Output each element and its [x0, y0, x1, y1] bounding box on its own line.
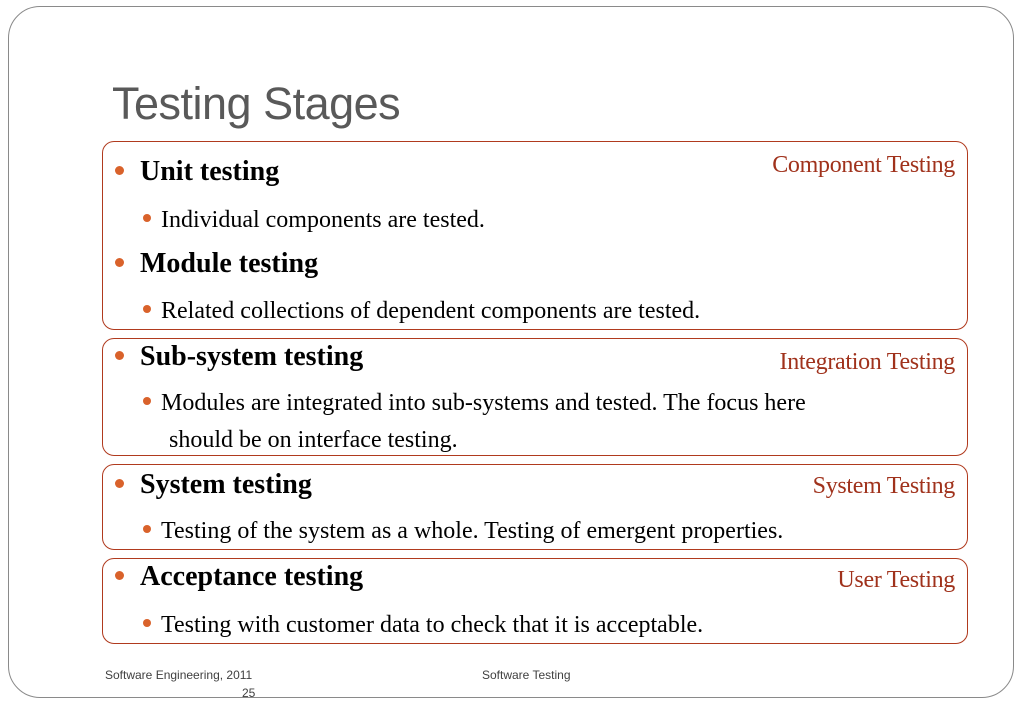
- system-testing-detail: Testing of the system as a whole. Testing of emergent properties.: [161, 518, 784, 544]
- bullet-icon: [115, 166, 124, 175]
- bullet-icon: [115, 571, 124, 580]
- bullet-icon: [143, 525, 151, 533]
- bullet-icon: [143, 305, 151, 313]
- system-testing-tag: System Testing: [812, 473, 955, 499]
- acceptance-testing-item: [115, 561, 363, 593]
- unit-testing-detail-item: [143, 202, 485, 238]
- system-testing-item: [115, 469, 312, 501]
- unit-testing-item: [115, 156, 279, 188]
- bullet-icon: [143, 619, 151, 627]
- slide-title: Testing Stages: [112, 78, 401, 129]
- module-testing-heading: Module testing: [140, 248, 319, 279]
- bullet-icon: [115, 351, 124, 360]
- sub-system-testing-heading: Sub-system testing: [140, 341, 364, 372]
- bullet-icon: [115, 258, 124, 267]
- unit-testing-heading: Unit testing: [140, 156, 280, 187]
- unit-testing-detail: Individual components are tested.: [161, 207, 485, 233]
- component-testing-tag: Component Testing: [772, 152, 955, 178]
- footer-page-number: 25: [242, 686, 256, 700]
- component-testing-box: [102, 141, 968, 330]
- bullet-icon: [115, 479, 124, 488]
- acceptance-testing-heading: Acceptance testing: [140, 561, 364, 592]
- module-testing-detail-item: [143, 293, 700, 329]
- module-testing-item: [115, 248, 318, 280]
- sub-system-testing-detail-item: [143, 385, 806, 421]
- system-testing-detail-item: [143, 513, 783, 549]
- sub-system-testing-detail-line2-item: [169, 422, 458, 458]
- footer-topic: Software Testing: [482, 668, 571, 682]
- user-testing-box: [102, 558, 968, 644]
- bullet-icon: [143, 214, 151, 222]
- user-testing-tag: User Testing: [837, 567, 955, 593]
- system-testing-box: [102, 464, 968, 550]
- integration-testing-tag: Integration Testing: [779, 349, 955, 375]
- bullet-icon: [143, 397, 151, 405]
- footer-course: Software Engineering, 2011: [105, 668, 253, 682]
- system-testing-heading: System testing: [140, 469, 312, 500]
- module-testing-detail: Related collections of dependent components are tested.: [161, 298, 701, 324]
- sub-system-testing-detail-line2: should be on interface testing.: [169, 427, 458, 453]
- sub-system-testing-item: [115, 341, 363, 373]
- integration-testing-box: [102, 338, 968, 456]
- acceptance-testing-detail-item: [143, 607, 703, 643]
- sub-system-testing-detail-line1: Modules are integrated into sub-systems and tested. The focus here: [161, 390, 806, 416]
- acceptance-testing-detail: Testing with customer data to check that it is acceptable.: [161, 612, 704, 638]
